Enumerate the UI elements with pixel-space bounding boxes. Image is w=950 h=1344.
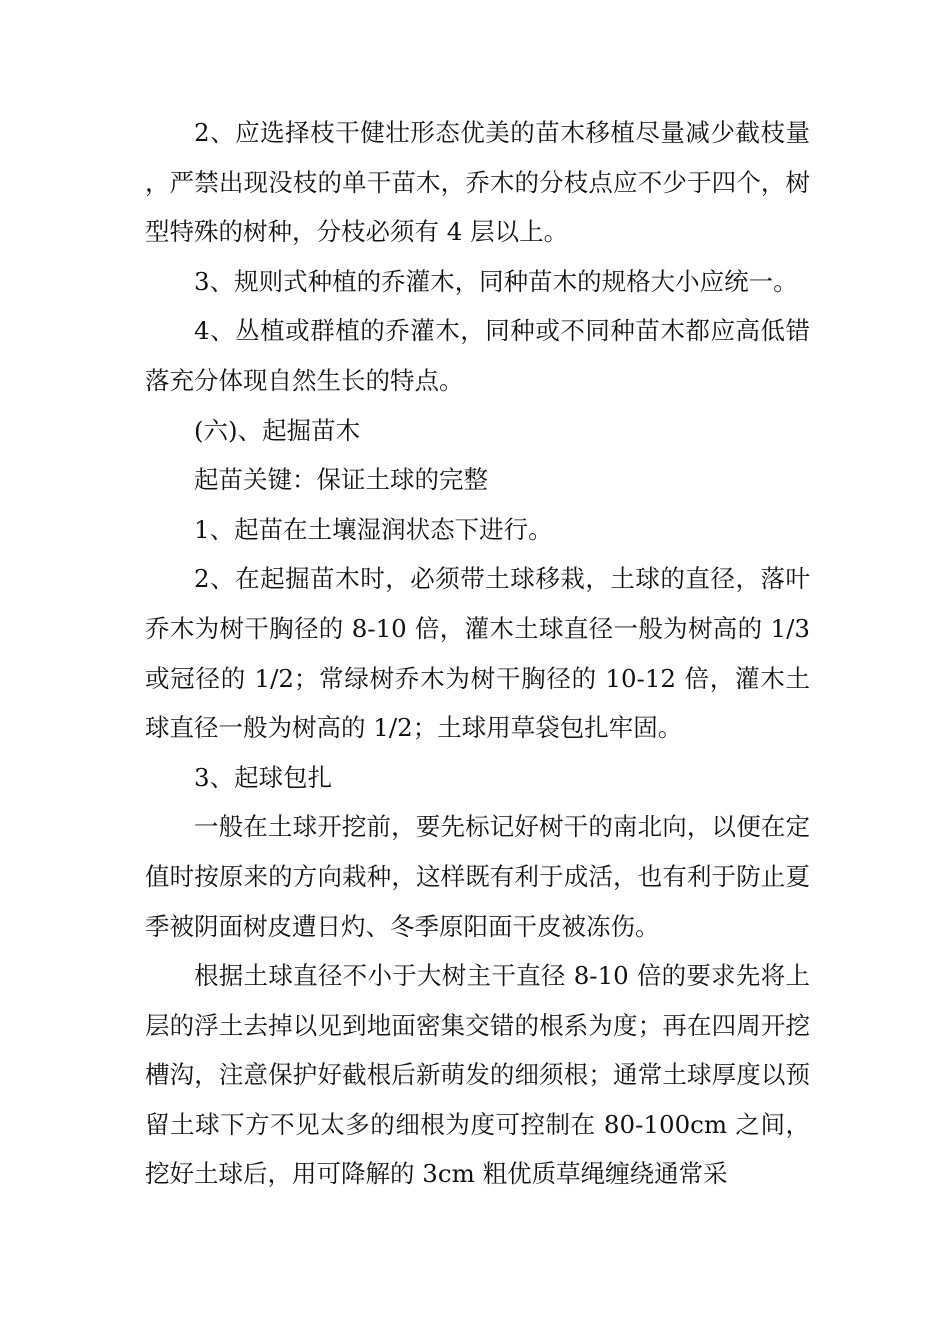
paragraph-soil-moisture: 1、起苗在土壤湿润状态下进行。 <box>194 514 553 544</box>
paragraph-regular-planting: 3、规则式种植的乔灌木，同种苗木的规格大小应统一。 <box>194 266 798 296</box>
subheading-ball-wrapping: 3、起球包扎 <box>194 762 333 792</box>
section-heading-digging: (六)、起掘苗木 <box>194 415 361 445</box>
document-page <box>145 108 810 1199</box>
paragraph-digging-key: 起苗关键：保证土球的完整 <box>194 465 488 495</box>
paragraph-cluster-planting: 4、丛植或群植的乔灌木，同种或不同种苗木都应高低错落充分体现自然生长的特点。 <box>145 316 810 395</box>
paragraph-soil-ball-size: 2、在起掘苗木时，必须带土球移栽，土球的直径，落叶乔木为树干胸径的 8-10 倍，灌木土球直径一般为树高的 1/3 或冠径的 1/2；常绿树乔木为树干胸径的 10-12 倍，灌木土球直径一般为树高的 1/2；土球用草袋包扎牢固。 <box>145 564 810 743</box>
paragraph-branch-selection: 2、应选择枝干健壮形态优美的苗木移植尽量减少截枝量，严禁出现没枝的单干苗木，乔木的分枝点应不少于四个，树型特殊的树种，分枝必须有 4 层以上。 <box>145 118 810 247</box>
paragraph-orientation-marking: 一般在土球开挖前，要先标记好树干的南北向，以便在定值时按原来的方向栽种，这样既有利于成活，也有利于防止夏季被阴面树皮遭日灼、冬季原阳面干皮被冻伤。 <box>145 812 810 941</box>
paragraph-excavation-method: 根据土球直径不小于大树主干直径 8-10 倍的要求先将上层的浮土去掉以见到地面密集交错的根系为度；再在四周开挖槽沟，注意保护好截根后新萌发的细须根；通常土球厚度以预留土球下方不见太多的细根为度可控制在 80-100cm 之间，挖好土球后，用可降解的 3cm 粗优质草绳缠绕通常采 <box>145 961 810 1189</box>
